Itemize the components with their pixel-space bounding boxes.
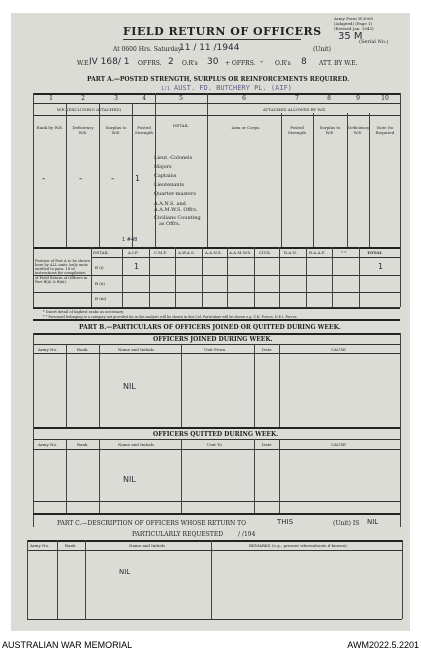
att-col-arm: Arm or Corps. (231, 125, 261, 130)
we-label: W.E. (77, 60, 91, 67)
part-c-line2: PARTICULARLY REQUESTED (132, 531, 224, 538)
note-1: * Insert detail of highest ranks as necessary. (43, 310, 124, 314)
part-c-date: / /194 (238, 531, 256, 538)
col-number-7: 7 (295, 95, 299, 102)
we-header: W.E. (EXCLUDING ATTACHED) (57, 107, 122, 112)
detail-majors: Majors (154, 164, 172, 170)
detail-header: DETAIL (173, 123, 189, 128)
sum-total-value: 1 (378, 262, 384, 271)
joined-col-cause: CAUSE (331, 347, 346, 352)
col-number-5: 5 (179, 95, 183, 102)
hw-posted: 1 (135, 174, 141, 183)
ors2-label: O.R's (275, 60, 291, 67)
detail-as-offrs: as Offrs. (159, 221, 181, 227)
we-col-posted: Posted Strength (135, 125, 153, 135)
serial-label: (Serial No.) (359, 39, 389, 45)
quitted-col-date: Date (262, 442, 272, 447)
joined-title: OFFICERS JOINED DURING WEEK. (153, 336, 273, 343)
sum-total: TOTAL (367, 250, 383, 255)
col-number-3: 3 (114, 95, 118, 102)
part-b-title: PART B.—PARTICULARS OF OFFICERS JOINED OR QUITTED DURING WEEK. (79, 324, 341, 331)
footer-left: AUSTRALIAN WAR MEMORIAL (2, 640, 133, 650)
hw-bottom-note: 1 #48 (122, 237, 138, 243)
at-text: At 0600 Hrs. Saturday (113, 46, 182, 53)
note-2: * * Personnel belonging to a category not provided for in the analysis will be shown in this Col. Particulars will be shown e.g. U.K. Forces, N.E.I. Forces. (43, 315, 298, 319)
part-c-value: THIS (277, 518, 294, 526)
we-col-surplus: Surplus to W.E. (105, 125, 127, 135)
part-c-nil: NIL (119, 568, 131, 576)
sum-ran: R.A.N. (284, 250, 297, 255)
hw-surplus-dash: - (111, 174, 115, 184)
we-col-deficiency: Deficiency W.E. (72, 125, 94, 135)
part-c-col-army-no: Army No. (30, 543, 50, 548)
plus-offrs-label: + OFFRS. (225, 60, 256, 67)
col-number-10: 10 (381, 95, 389, 102)
quitted-nil: NIL (123, 475, 136, 484)
col-number-9: 9 (356, 95, 360, 102)
sum-raaf: R.A.A.F. (309, 250, 326, 255)
offrs-label: OFFRS. (138, 60, 162, 67)
detail-lt-colonels: Lieut.-Colonels (154, 155, 193, 161)
sum-cmf: C.M.F. (154, 250, 167, 255)
att-col-required: Note (to Required (375, 125, 395, 135)
ors-label: O.R's (182, 60, 198, 67)
ors2-value: 8 (301, 57, 307, 67)
hw-rank-dash: - (42, 174, 46, 184)
sum-other: * * (341, 250, 347, 255)
sum-civil: CIVIL (259, 250, 271, 255)
footer-right: AWM2022.5.2201 (347, 640, 419, 650)
sum-sub-bi: B (i) (95, 265, 104, 270)
detail-aans: A.A.N.S. and (154, 201, 186, 207)
detail-lieutenants: Lieutenants (154, 182, 185, 188)
col-number-2: 2 (81, 95, 85, 102)
quitted-col-rank: Rank (77, 442, 88, 447)
att-label: ATT. BY W.E. (319, 60, 358, 67)
sum-sub-biii: B (iii) (95, 296, 107, 301)
att-col-posted: Posted Strength (288, 125, 306, 135)
joined-col-rank: Rank (77, 347, 88, 352)
quitted-col-name: Name and Initials (118, 442, 155, 447)
we-col-rank: Rank by W.E. (36, 125, 64, 130)
joined-col-unit-from: Unit From (204, 347, 225, 352)
detail-captains: Captains (154, 173, 177, 179)
hw-deficiency-dash: - (79, 174, 83, 184)
joined-col-army-no: Army No. (38, 347, 58, 352)
quitted-col-cause: CAUSE (331, 442, 346, 447)
col-number-1: 1 (49, 95, 53, 102)
part-c-col-name: Name and Initials (129, 543, 166, 548)
att-col-deficiency: Deficiency W.E. (348, 125, 370, 135)
detail-aamws: A.A.M.W.S. Offrs. (154, 207, 198, 213)
quitted-title: OFFICERS QUITTED DURING WEEK. (153, 431, 279, 438)
unit-prefix: 1/1 (161, 86, 171, 92)
form-id-line1: Army Form W.3008 (334, 16, 373, 21)
sum-sub-bii: B (ii) (95, 281, 105, 286)
part-c-col-rank: Rank (65, 543, 76, 548)
part-c-unit: (Unit) IS (333, 520, 360, 527)
ors-value: 30 (207, 57, 219, 67)
date-value: 11 / 11 /1944 (179, 43, 240, 53)
quitted-col-army-no: Army No. (38, 442, 58, 447)
col-number-6: 6 (242, 95, 246, 102)
detail-qm: Quarter-masters (154, 191, 196, 197)
form-id-line3: (Revised Jan. 1943) (334, 26, 374, 31)
joined-col-name: Name and Initials (118, 347, 155, 352)
part-c-value2: NIL (367, 518, 379, 526)
offrs2-value: - (260, 57, 264, 67)
joined-col-date: Date (262, 347, 272, 352)
offrs-value: 2 (168, 57, 174, 67)
quitted-col-unit-to: Unit To (207, 442, 222, 447)
part-c-line1: PART C.—DESCRIPTION OF OFFICERS WHOSE RETURN TO (57, 520, 247, 527)
sum-awas: A.W.A.S. (178, 250, 195, 255)
we-value: IV 168/ 1 (89, 57, 130, 67)
sum-detail: DETAIL (93, 250, 109, 255)
sum-aif: A.I.F. (128, 250, 139, 255)
sum-aif-value: 1 (134, 262, 140, 271)
serial-value: 35 M (338, 31, 363, 42)
sum-aamws: A.A.M.W.S. (229, 250, 252, 255)
form-sheet (11, 13, 410, 631)
form-id-line2: (Adapted) (Page 1) (334, 21, 373, 26)
att-col-surplus: Surplus to W.E. (319, 125, 341, 135)
detail-civilians: Civilians Counting (154, 215, 201, 221)
part-c-col-remarks: REMARKS (e.g., present whereabouts if known). (249, 543, 348, 548)
summary-left-note: Position of Part A to be shown here by ALL units (only units entitled to para. 18 of instructions for compilation of Field Return of Officers in Part B(ii) & B(iii). (35, 259, 90, 284)
form-title: FIELD RETURN OF OFFICERS (123, 25, 322, 38)
part-a-title: PART A.—POSTED STRENGTH, SURPLUS OR REINFORCEMENTS REQUIRED. (87, 76, 350, 83)
unit-stamp: AUST. FD. BUTCHERY PL. (AIF) (174, 84, 293, 92)
col-number-4: 4 (142, 95, 146, 102)
sum-aans: A.A.N.S. (205, 250, 222, 255)
attached-header: ATTACHED ALLOWED BY W.E. (263, 107, 327, 112)
joined-nil: NIL (123, 382, 136, 391)
col-number-8: 8 (327, 95, 331, 102)
unit-label: (Unit) (313, 46, 331, 53)
